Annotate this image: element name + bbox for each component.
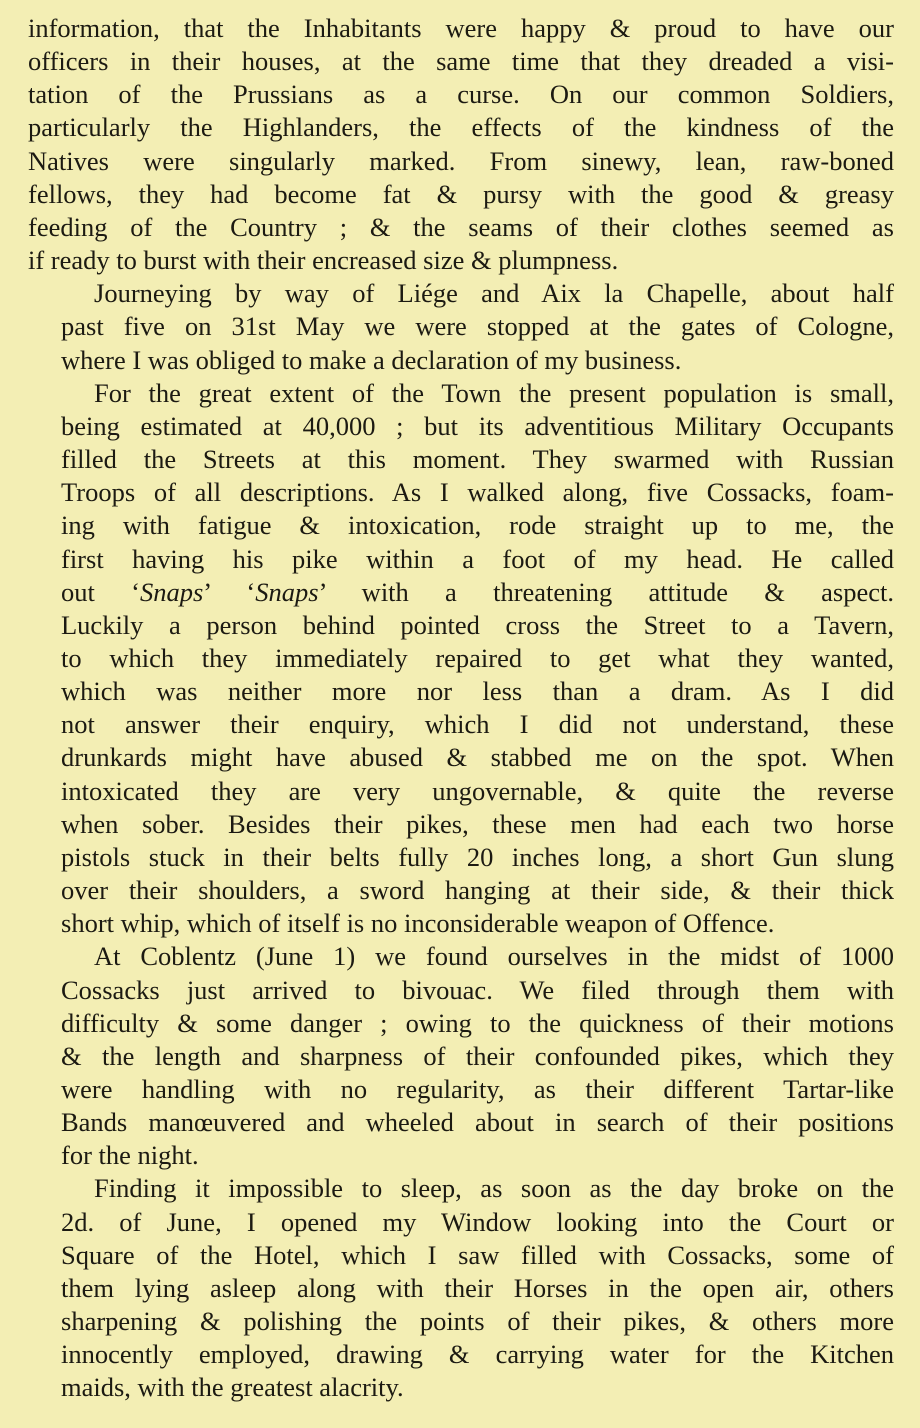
- text-line: & the length and sharpness of their confounded pikes, which they: [61, 1040, 894, 1071]
- text-line: when sober. Besides their pikes, these men had each two horse: [61, 808, 894, 839]
- text-line: 2d. of June, I opened my Window looking into the Court or: [61, 1206, 894, 1237]
- text-line: ing with fatigue & intoxication, rode straight up to me, the: [61, 510, 894, 541]
- text-line: difficulty & some danger ; owing to the quickness of their motions: [61, 1007, 894, 1038]
- text-line: to which they immediately repaired to get what they wanted,: [61, 642, 894, 673]
- text-line: them lying asleep along with their Horses in the open air, others: [61, 1272, 894, 1303]
- paragraph: [28, 1172, 894, 1404]
- text-line: officers in their houses, at the same time that they dreaded a visi-: [28, 46, 894, 77]
- italic-phrase: Snaps: [139, 576, 204, 607]
- text-line: past five on 31st May we were stopped at the gates of Cologne,: [61, 311, 894, 342]
- text-line: where I was obliged to make a declaration of my business.: [61, 344, 682, 375]
- text-line: being estimated at 40,000 ; but its adventitious Military Occupants: [61, 410, 894, 441]
- text-line: Bands manœuvered and wheeled about in search of their positions: [61, 1107, 894, 1138]
- paragraph: [28, 12, 894, 277]
- text-line: for the night.: [61, 1140, 199, 1171]
- text-line: Troops of all descriptions. As I walked along, five Cossacks, foam-: [61, 477, 894, 508]
- text-line: particularly the Highlanders, the effects of the kindness of the: [28, 112, 894, 143]
- italic-phrase: Snaps: [255, 576, 319, 607]
- text-line: pistols stuck in their belts fully 20 inches long, a short Gun slung: [61, 841, 894, 872]
- text-line: not answer their enquiry, which I did not understand, these: [61, 709, 894, 740]
- text-line: short whip, which of itself is no inconsiderable weapon of Offence.: [61, 908, 775, 939]
- text-line: For the great extent of the Town the present population is small,: [94, 377, 894, 408]
- paragraph: [28, 940, 894, 1172]
- text-line: fellows, they had become fat & pursy with the good & greasy: [28, 178, 894, 209]
- text-line: Natives were singularly marked. From sinewy, lean, raw-boned: [28, 145, 894, 176]
- paragraph: [28, 377, 894, 941]
- text-line: feeding of the Country ; & the seams of their clothes seemed as: [28, 211, 894, 242]
- text-line: Journeying by way of Liége and Aix la Chapelle, about half: [94, 278, 894, 309]
- text-line: drunkards might have abused & stabbed me on the spot. When: [61, 742, 894, 773]
- text-line: if ready to burst with their encreased size & plumpness.: [28, 245, 619, 276]
- text-line: which was neither more nor less than a dram. As I did: [61, 676, 894, 707]
- text-line: innocently employed, drawing & carrying water for the Kitchen: [61, 1339, 894, 1370]
- text-line: were handling with no regularity, as their different Tartar-like: [61, 1074, 894, 1104]
- text-line: Square of the Hotel, which I saw filled with Cossacks, some of: [61, 1239, 894, 1270]
- text-line: Cossacks just arrived to bivouac. We filed through them with: [61, 974, 894, 1005]
- text-line: Luckily a person behind pointed cross the Street to a Tavern,: [61, 609, 894, 640]
- text-line: over their shoulders, a sword hanging at their side, & their thick: [61, 875, 894, 906]
- text-line: tation of the Prussians as a curse. On our common Soldiers,: [28, 79, 894, 110]
- paragraph: [28, 277, 894, 376]
- text-line: intoxicated they are very ungovernable, & quite the reverse: [61, 775, 894, 806]
- text-line: Finding it impossible to sleep, as soon as the day broke on the: [94, 1173, 894, 1204]
- text-line: maids, with the greatest alacrity.: [61, 1372, 404, 1403]
- text-line: information, that the Inhabitants were happy & proud to have our: [28, 13, 894, 43]
- text-line: out ‘Snaps’ ‘Snaps’ with a threatening attitude & aspect.: [61, 576, 894, 607]
- text-line: sharpening & polishing the points of their pikes, & others more: [61, 1306, 894, 1337]
- page-body: [28, 12, 894, 1405]
- text-line: first having his pike within a foot of my head. He called: [61, 543, 894, 574]
- text-line: At Coblentz (June 1) we found ourselves in the midst of 1000: [94, 941, 894, 972]
- text-line: filled the Streets at this moment. They swarmed with Russian: [61, 444, 894, 475]
